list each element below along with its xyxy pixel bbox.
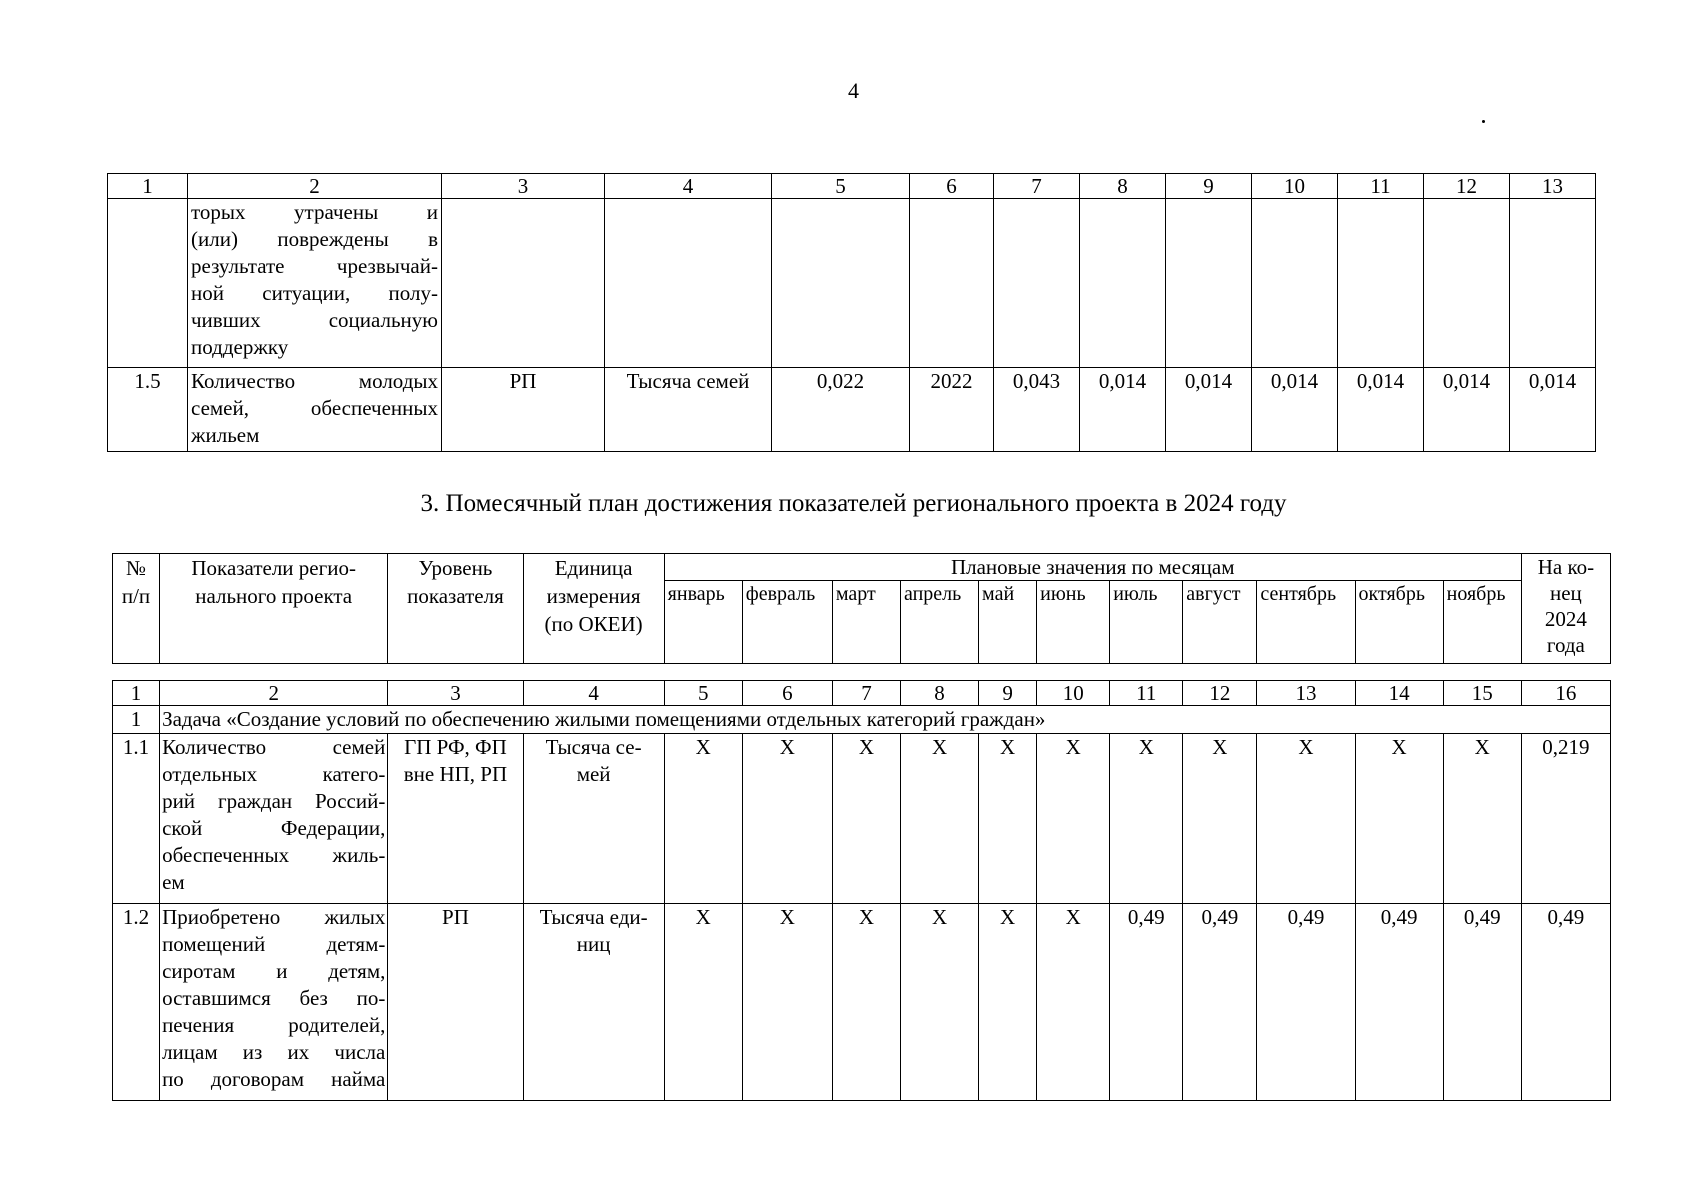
value-cell: 0,49 bbox=[1257, 904, 1355, 1101]
value-cell: X bbox=[664, 904, 742, 1101]
month-january: январь bbox=[664, 581, 742, 664]
end-of-year-value-cell: 0,219 bbox=[1521, 734, 1610, 904]
level-head: Уровень показателя bbox=[388, 554, 523, 664]
monthly-plan-table bbox=[112, 680, 1611, 1101]
month-july: июль bbox=[1110, 581, 1183, 664]
column-number: 14 bbox=[1355, 681, 1443, 706]
value-cell: 0,49 bbox=[1183, 904, 1257, 1101]
month-june: июнь bbox=[1037, 581, 1110, 664]
column-number: 3 bbox=[388, 681, 523, 706]
column-number: 9 bbox=[979, 681, 1037, 706]
row-number-cell bbox=[108, 199, 188, 368]
month-november: ноябрь bbox=[1443, 581, 1521, 664]
value-cell: 0,49 bbox=[1355, 904, 1443, 1101]
empty-cell bbox=[1166, 199, 1252, 368]
level-cell: РП bbox=[442, 368, 605, 452]
value-cell: X bbox=[664, 734, 742, 904]
value-cell: X bbox=[1355, 734, 1443, 904]
task-row bbox=[113, 706, 1611, 734]
month-may: май bbox=[979, 581, 1037, 664]
section-title: 3. Помесячный план достижения показателей регионального проекта в 2024 году bbox=[420, 490, 1287, 517]
value-cell: 0,014 bbox=[1252, 368, 1338, 452]
indicator-name-cell: Количество семей отдельных катего- рий граждан Россий- ской Федерации, обеспеченных жиль- ем bbox=[160, 734, 388, 904]
value-cell: X bbox=[979, 904, 1037, 1101]
table-row bbox=[108, 368, 1596, 452]
column-number: 11 bbox=[1338, 174, 1424, 199]
value-cell: X bbox=[1183, 734, 1257, 904]
month-september: сентябрь bbox=[1257, 581, 1355, 664]
column-number: 2 bbox=[160, 681, 388, 706]
month-march: март bbox=[832, 581, 900, 664]
empty-cell bbox=[772, 199, 910, 368]
value-cell: 0,014 bbox=[1510, 368, 1596, 452]
table-row bbox=[113, 904, 1611, 1101]
level-cell: РП bbox=[388, 904, 523, 1101]
empty-cell bbox=[994, 199, 1080, 368]
month-april: апрель bbox=[900, 581, 978, 664]
indicator-head: Показатели регио- нального проекта bbox=[160, 554, 388, 664]
indicator-name-cell: Количество молодых семей, обеспеченных жильем bbox=[188, 368, 442, 452]
table-head-row bbox=[113, 554, 1611, 581]
level-cell: ГП РФ, ФП вне НП, РП bbox=[388, 734, 523, 904]
row-number-cell: 1.5 bbox=[108, 368, 188, 452]
column-number: 4 bbox=[605, 174, 772, 199]
column-number: 1 bbox=[108, 174, 188, 199]
column-number: 5 bbox=[772, 174, 910, 199]
value-cell: 0,014 bbox=[1080, 368, 1166, 452]
column-number: 13 bbox=[1510, 174, 1596, 199]
empty-cell bbox=[1252, 199, 1338, 368]
unit-cell: Тысяча се- мей bbox=[523, 734, 664, 904]
column-number: 5 bbox=[664, 681, 742, 706]
value-cell: X bbox=[1257, 734, 1355, 904]
end-of-year-head: На ко- нец 2024 года bbox=[1521, 554, 1610, 664]
column-number: 12 bbox=[1183, 681, 1257, 706]
value-cell: X bbox=[1037, 734, 1110, 904]
scan-speck bbox=[1482, 120, 1485, 123]
table-row bbox=[113, 734, 1611, 904]
base-year-cell: 2022 bbox=[910, 368, 994, 452]
monthly-plan-table-head bbox=[112, 553, 1611, 664]
value-cell: 0,49 bbox=[1443, 904, 1521, 1101]
month-february: февраль bbox=[742, 581, 832, 664]
column-number: 3 bbox=[442, 174, 605, 199]
value-cell: X bbox=[1037, 904, 1110, 1101]
column-number: 8 bbox=[1080, 174, 1166, 199]
unit-cell: Тысяча семей bbox=[605, 368, 772, 452]
value-cell: 0,043 bbox=[994, 368, 1080, 452]
column-number: 2 bbox=[188, 174, 442, 199]
column-number: 6 bbox=[910, 174, 994, 199]
unit-cell: Тысяча еди- ниц bbox=[523, 904, 664, 1101]
column-number: 8 bbox=[901, 681, 979, 706]
end-of-year-value-cell: 0,49 bbox=[1521, 904, 1610, 1101]
column-number: 9 bbox=[1166, 174, 1252, 199]
column-number: 13 bbox=[1257, 681, 1355, 706]
table-header-row bbox=[108, 174, 1596, 199]
value-cell: X bbox=[1443, 734, 1521, 904]
value-cell: X bbox=[901, 904, 979, 1101]
empty-cell bbox=[1080, 199, 1166, 368]
value-cell: 0,014 bbox=[1424, 368, 1510, 452]
empty-cell bbox=[605, 199, 772, 368]
task-number: 1 bbox=[113, 706, 160, 734]
indicator-name-cell: торых утрачены и (или) повреждены в результате чрезвычай- ной ситуации, полу- чивших социальную поддержку bbox=[188, 199, 442, 368]
task-text: Задача «Создание условий по обеспечению жилыми помещениями отдельных категорий граждан» bbox=[160, 706, 1611, 734]
value-cell: X bbox=[832, 734, 900, 904]
row-number-cell: 1.1 bbox=[113, 734, 160, 904]
empty-cell bbox=[1338, 199, 1424, 368]
indicators-table-continued bbox=[107, 173, 1596, 452]
number-head: № п/п bbox=[113, 554, 160, 664]
column-number: 7 bbox=[832, 681, 900, 706]
column-number: 6 bbox=[742, 681, 832, 706]
table-row bbox=[108, 199, 1596, 368]
column-numbers-row bbox=[113, 681, 1611, 706]
column-number: 10 bbox=[1037, 681, 1110, 706]
value-cell: X bbox=[979, 734, 1037, 904]
column-number: 1 bbox=[113, 681, 160, 706]
value-cell: X bbox=[832, 904, 900, 1101]
empty-cell bbox=[910, 199, 994, 368]
month-october: октябрь bbox=[1355, 581, 1443, 664]
value-cell: X bbox=[901, 734, 979, 904]
column-number: 11 bbox=[1110, 681, 1183, 706]
column-number: 7 bbox=[994, 174, 1080, 199]
column-number: 16 bbox=[1521, 681, 1610, 706]
value-cell: X bbox=[1110, 734, 1183, 904]
column-number: 12 bbox=[1424, 174, 1510, 199]
value-cell: X bbox=[742, 904, 832, 1101]
base-value-cell: 0,022 bbox=[772, 368, 910, 452]
value-cell: 0,49 bbox=[1110, 904, 1183, 1101]
row-number-cell: 1.2 bbox=[113, 904, 160, 1101]
value-cell: 0,014 bbox=[1166, 368, 1252, 452]
empty-cell bbox=[442, 199, 605, 368]
empty-cell bbox=[1510, 199, 1596, 368]
page-number: 4 bbox=[848, 78, 859, 103]
value-cell: X bbox=[742, 734, 832, 904]
value-cell: 0,014 bbox=[1338, 368, 1424, 452]
planned-values-head: Плановые значения по месяцам bbox=[664, 554, 1521, 581]
unit-head: Единица измерения (по ОКЕИ) bbox=[523, 554, 664, 664]
column-number: 10 bbox=[1252, 174, 1338, 199]
month-august: август bbox=[1183, 581, 1257, 664]
column-number: 4 bbox=[523, 681, 664, 706]
column-number: 15 bbox=[1443, 681, 1521, 706]
empty-cell bbox=[1424, 199, 1510, 368]
indicator-name-cell: Приобретено жилых помещений детям- сиротам и детям, оставшимся без по- печения родителей, лицам из их числа по договорам найма bbox=[160, 904, 388, 1101]
